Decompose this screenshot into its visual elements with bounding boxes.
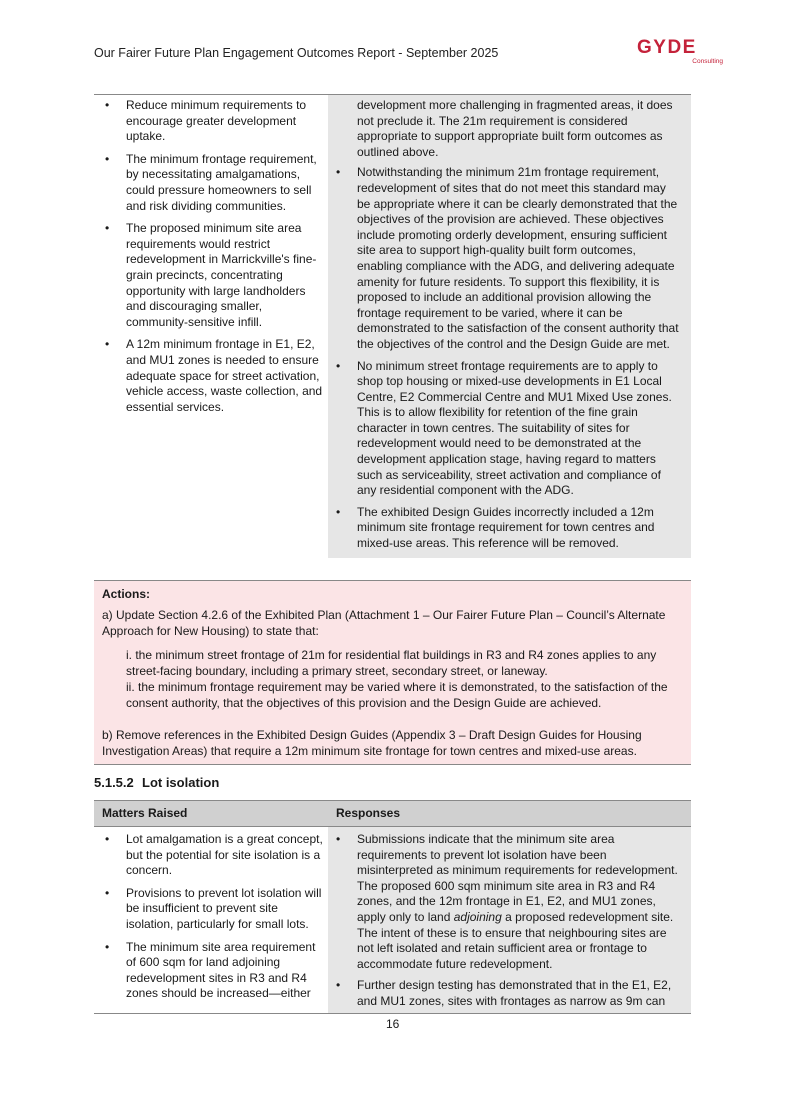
list-item: • The exhibited Design Guides incorrectly included a 12m minimum site frontage requirement for town centres and mixed-use areas. This reference will be removed. [357, 505, 682, 552]
page-number: 16 [386, 1017, 400, 1031]
list-item: • Reduce minimum requirements to encourage greater development uptake. [126, 98, 324, 145]
logo-wordmark: GYDE [637, 37, 697, 58]
list-item: • Further design testing has demonstrated that in the E1, E2, and MU1 zones, sites with frontages as narrow as 9m can [357, 978, 682, 1009]
table-row [94, 827, 691, 1014]
matters-raised-header: Matters Raised [102, 806, 188, 820]
matters-raised-cell [94, 827, 328, 1013]
matters-raised-cell [94, 95, 328, 558]
response-text: a proposed redevelopment site. The intent of these is to ensure that neighbouring sites are not left isolated and retain sufficient area or frontage to accommodate future redevelopment. [357, 909, 674, 971]
list-item: • Provisions to prevent lot isolation will be insufficient to prevent site isolation, particularly for small lots. [126, 886, 324, 933]
list-item: • The proposed minimum site area requirements would restrict redevelopment in Marrickville's fine-grain precincts, concentrating opportunity with large landholders and discouraging smaller, community-sensitive infill. [126, 221, 324, 330]
logo-subtitle: Consulting [692, 58, 723, 65]
actions-box [94, 580, 691, 765]
matters-responses-table-frontage [94, 94, 691, 558]
list-item: • Notwithstanding the minimum 21m frontage requirement, redevelopment of sites that do not meet this standard may be appropriate where it can be clearly demonstrated that the objectives of the provision are achieved. These objectives include promoting orderly development, ensuring sufficient site area to support high-quality built form outcomes, enabling compliance with the ADG, and delivering adequate amenity for future residents. To support this flexibility, it is proposed to include an additional provision allowing the frontage requirement to be varied, where it can be demonstrated to the satisfaction of the consent authority that the objectives of the control and the Design Guide are met. [357, 165, 682, 352]
action-b: b) Remove references in the Exhibited Design Guides (Appendix 3 – Draft Design Guides for Housing Investigation Areas) that require a 12m minimum site frontage for town centres and mixed-use areas. [102, 728, 642, 758]
matters-responses-table-lot-isolation [94, 800, 691, 1014]
list-item [357, 832, 682, 972]
list-item: • The minimum site area requirement of 600 sqm for land adjoining redevelopment sites in R3 and R4 zones should be increased—either [126, 940, 324, 1002]
section-heading [94, 775, 219, 790]
emphasis-text: adjoining [453, 909, 502, 924]
action-a: a) Update Section 4.2.6 of the Exhibited Plan (Attachment 1 – Our Fairer Future Plan – Council’s Alternate Approach for New Housing) to state that: [102, 608, 666, 638]
section-title: Lot isolation [142, 775, 220, 790]
response-text: Submissions indicate that the minimum site area requirements to prevent lot isolation have been misinterpreted as minimum requirements for redevelopment. The proposed 600 sqm minimum site area in R3 and R4 zones, and the 12m frontage in E1, E2, and MU1 zones, apply only to land [357, 832, 678, 924]
section-number: 5.1.5.2 [94, 775, 134, 790]
gyde-logo [637, 38, 727, 68]
list-item: • The minimum frontage requirement, by necessitating amalgamations, could pressure homeowners to sell and risk dividing communities. [126, 152, 324, 214]
responses-cell [328, 827, 691, 1013]
actions-heading: Actions: [102, 587, 150, 601]
table-row [94, 94, 691, 558]
responses-cell [328, 95, 691, 558]
list-item: • Lot amalgamation is a great concept, but the potential for site isolation is a concern. [126, 832, 324, 879]
responses-header: Responses [336, 806, 401, 820]
action-a-item-i: i. the minimum street frontage of 21m for residential flat buildings in R3 and R4 zones applies to any street-facing boundary, including a primary street, secondary street, or laneway. [126, 648, 657, 678]
table-header [94, 800, 691, 827]
action-a-item-ii: ii. the minimum frontage requirement may be varied where it is demonstrated, to the satisfaction of the consent authority, that the objectives of this provision and the Design Guide are achieved. [126, 680, 668, 710]
continued-text: development more challenging in fragmented areas, it does not preclude it. The 21m requirement is considered appropriate to support appropriate built form outcomes as outlined above. [357, 98, 673, 159]
report-title: Our Fairer Future Plan Engagement Outcomes Report - September 2025 [94, 46, 499, 60]
list-item: • No minimum street frontage requirements are to apply to shop top housing or mixed-use developments in E1 Local Centre, E2 Commercial Centre and MU1 Mixed Use zones. This is to allow flexibility for retention of the fine grain character in town centres. The suitability of sites for redevelopment would need to be demonstrated at the development application stage, having regard to matters such as serviceability, street activation and compliance of any residential component with the ADG. [357, 359, 682, 499]
list-item: • A 12m minimum frontage in E1, E2, and MU1 zones is needed to ensure adequate space for street activation, vehicle access, waste collection, and essential services. [126, 337, 324, 415]
